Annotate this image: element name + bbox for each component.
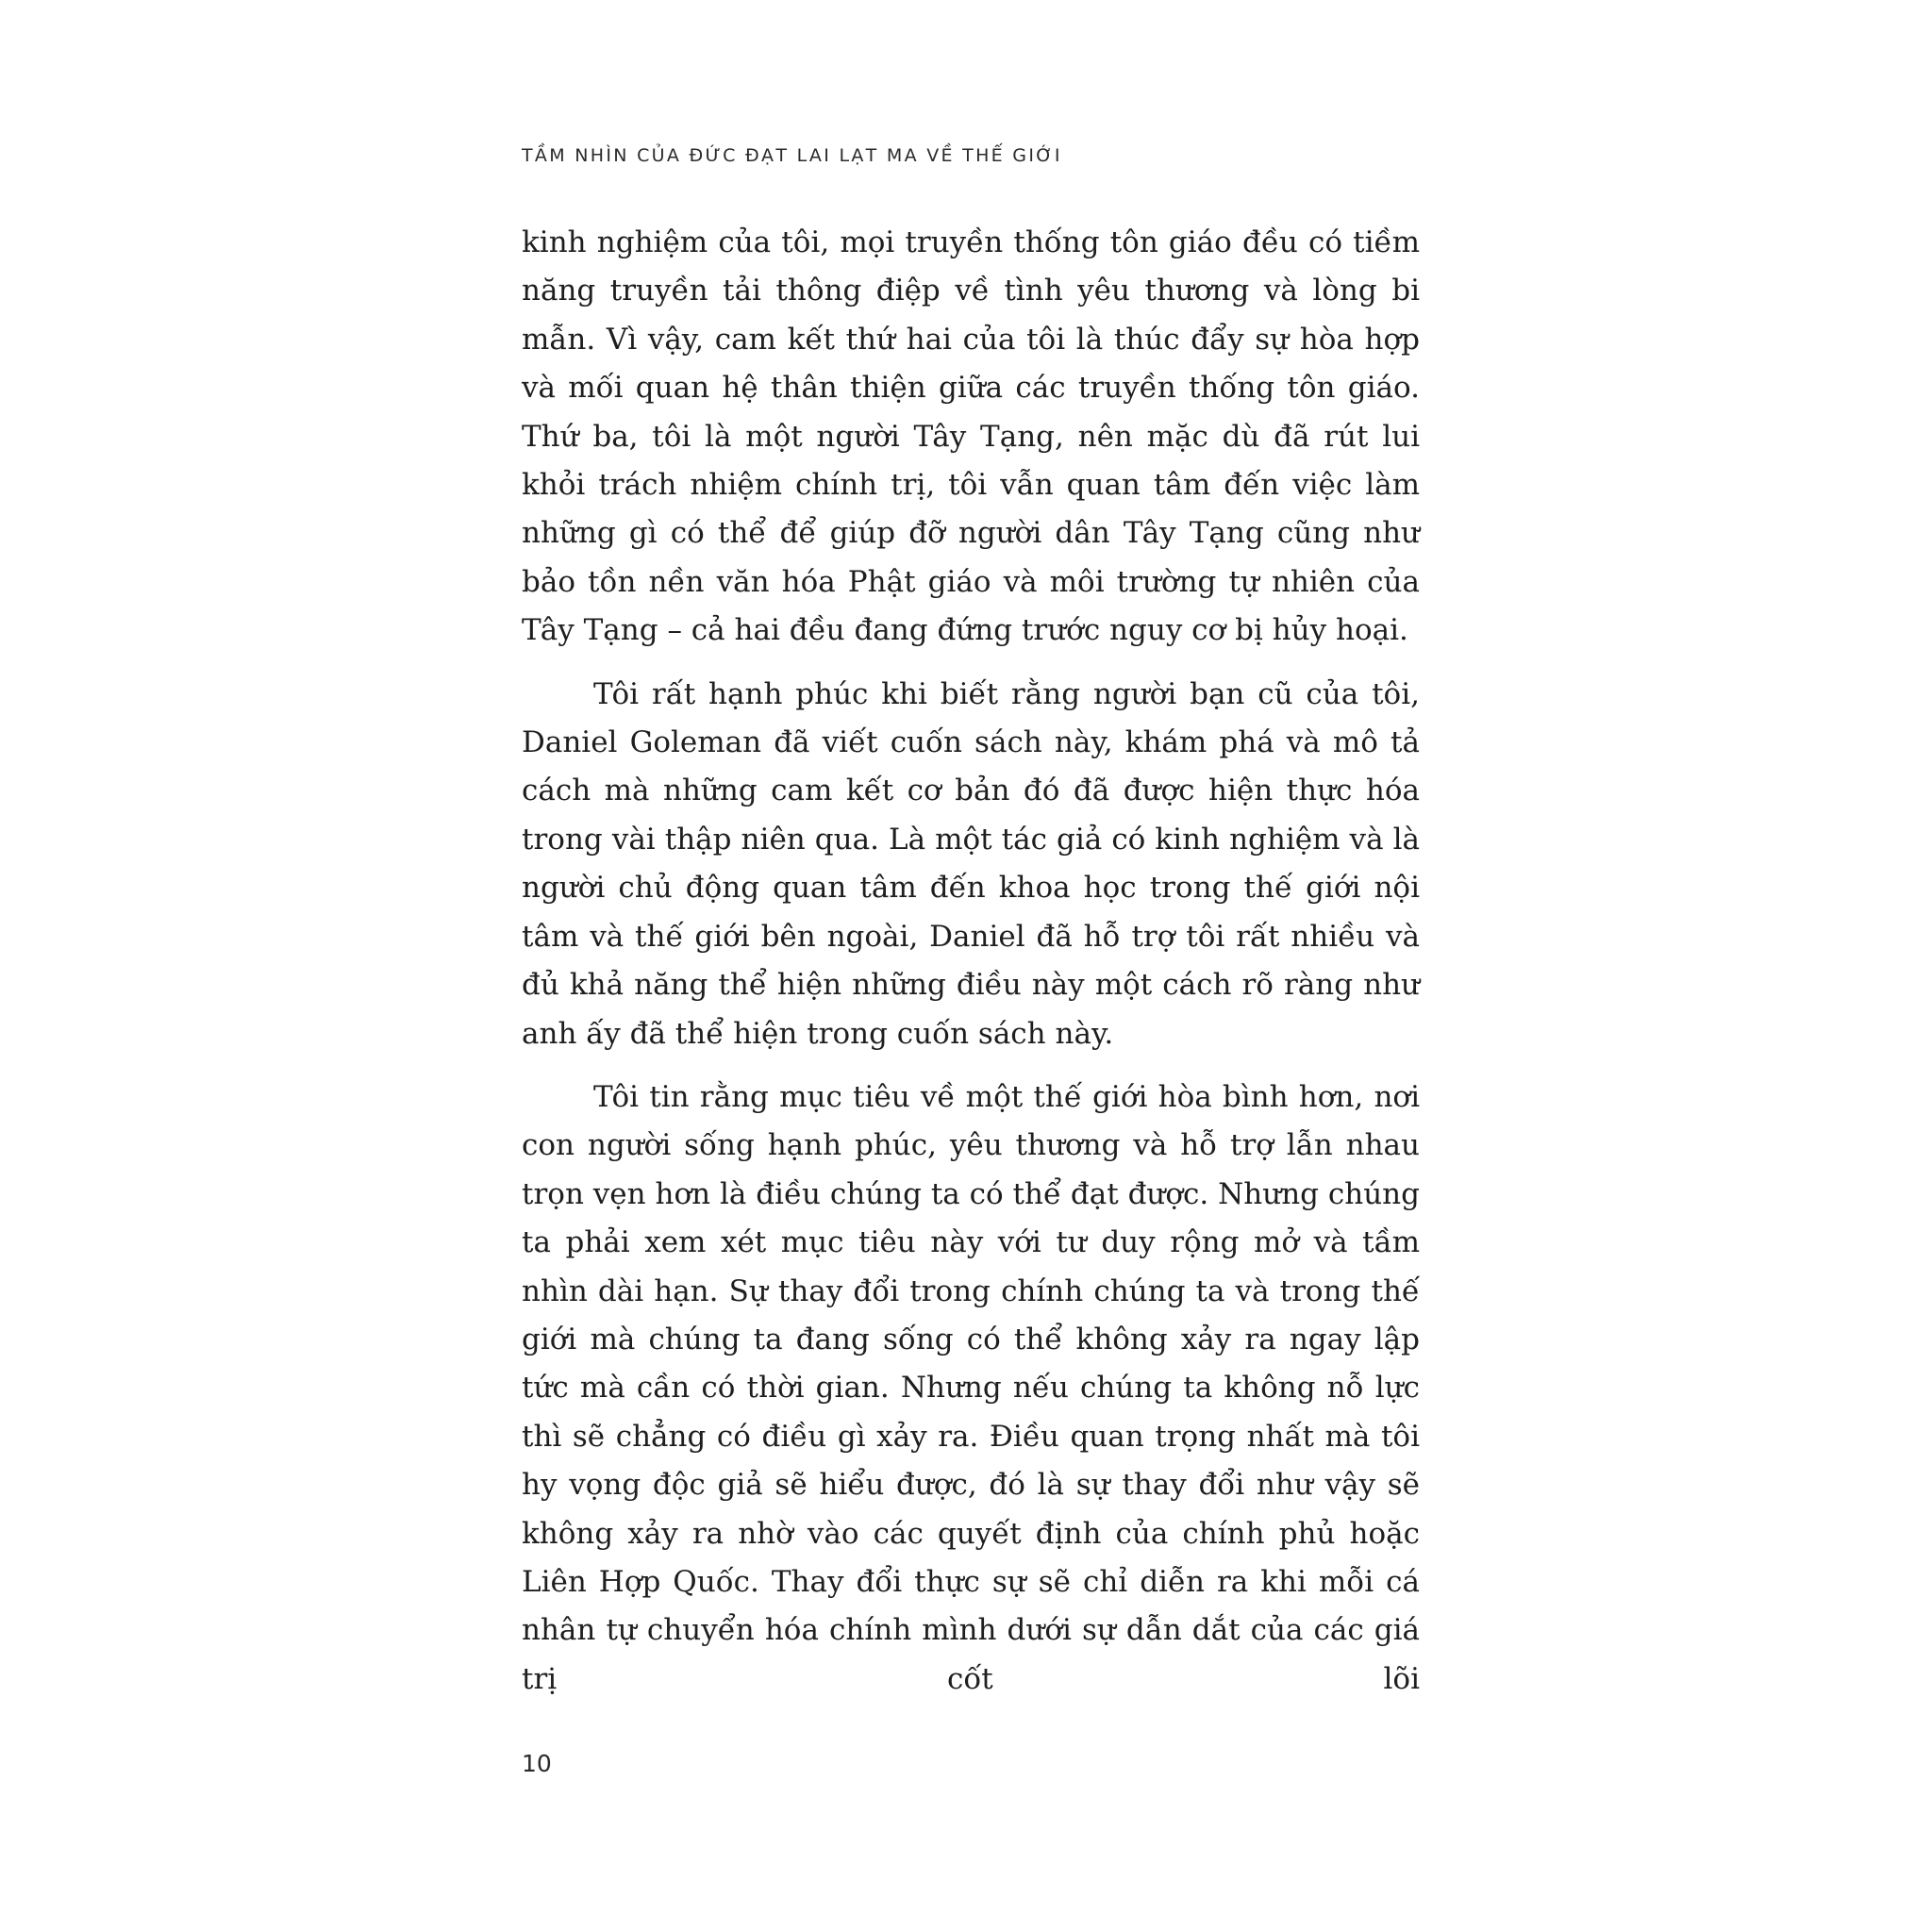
- paragraph-1: kinh nghiệm của tôi, mọi truyền thống tôn giáo đều có tiềm năng truyền tải thông điệp về tình yêu thương và lòng bi mẫn. Vì vậy, cam kết thứ hai của tôi là thúc đẩy sự hòa hợp và mối quan hệ thân thiện giữa các truyền thống tôn giáo. Thứ ba, tôi là một người Tây Tạng, nên mặc dù đã rút lui khỏi trách nhiệm chính trị, tôi vẫn quan tâm đến việc làm những gì có thể để giúp đỡ người dân Tây Tạng cũng như bảo tồn nền văn hóa Phật giáo và môi trường tự nhiên của Tây Tạng – cả hai đều đang đứng trước nguy cơ bị hủy hoại.: [522, 225, 1420, 648]
- paragraph-2: Tôi rất hạnh phúc khi biết rằng người bạn cũ của tôi, Daniel Goleman đã viết cuốn sách này, khám phá và mô tả cách mà những cam kết cơ bản đó đã được hiện thực hóa trong vài thập niên qua. Là một tác giả có kinh nghiệm và là người chủ động quan tâm đến khoa học trong thế giới nội tâm và thế giới bên ngoài, Daniel đã hỗ trợ tôi rất nhiều và đủ khả năng thể hiện những điều này một cách rõ ràng như anh ấy đã thể hiện trong cuốn sách này.: [522, 676, 1420, 1051]
- paragraph-3: Tôi tin rằng mục tiêu về một thế giới hòa bình hơn, nơi con người sống hạnh phúc, yêu thương và hỗ trợ lẫn nhau trọn vẹn hơn là điều chúng ta có thể đạt được. Nhưng chúng ta phải xem xét mục tiêu này với tư duy rộng mở và tầm nhìn dài hạn. Sự thay đổi trong chính chúng ta và trong thế giới mà chúng ta đang sống có thể không xảy ra ngay lập tức mà cần có thời gian. Nhưng nếu chúng ta không nỗ lực thì sẽ chẳng có điều gì xảy ra. Điều quan trọng nhất mà tôi hy vọng độc giả sẽ hiểu được, đó là sự thay đổi như vậy sẽ không xảy ra nhờ vào các quyết định của chính phủ hoặc Liên Hợp Quốc. Thay đổi thực sự sẽ chỉ diễn ra khi mỗi cá nhân tự chuyển hóa chính mình dưới sự dẫn dắt của các giá trị cốt lõi: [522, 1079, 1420, 1696]
- body-text: [522, 219, 1420, 1704]
- running-header: TẦM NHÌN CỦA ĐỨC ĐẠT LAI LẠT MA VỀ THẾ GIỚI: [522, 145, 1062, 166]
- page-number: 10: [522, 1750, 552, 1777]
